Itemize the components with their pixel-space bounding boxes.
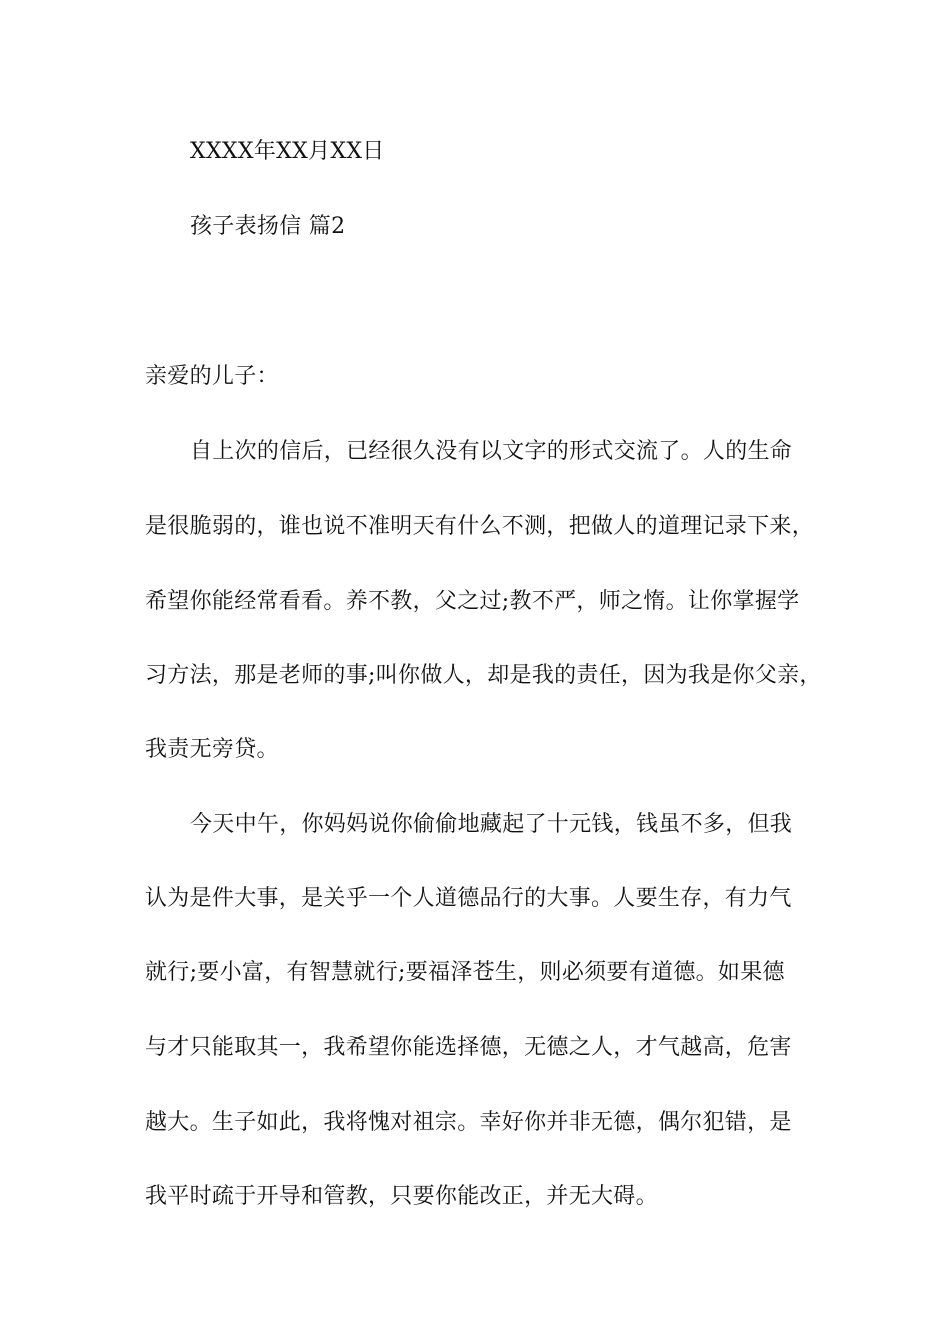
paragraph-2-line-1: 今天中午，你妈妈说你偷偷地藏起了十元钱，钱虽不多，但我	[190, 812, 793, 837]
paragraph-2-line-3: 就行;要小富，有智慧就行;要福泽苍生，则必须要有道德。如果德	[145, 960, 785, 985]
paragraph-1-line-2: 是很脆弱的，谁也说不准明天有什么不测，把做人的道理记录下来，	[145, 514, 815, 539]
paragraph-1-line-3: 希望你能经常看看。养不教，父之过;教不严，师之惰。让你掌握学	[145, 589, 800, 614]
paragraph-1-line-5: 我责无旁贷。	[145, 737, 279, 762]
paragraph-2-line-6: 我平时疏于开导和管教，只要你能改正，并无大碍。	[145, 1184, 658, 1209]
paragraph-2-line-5: 越大。生子如此，我将愧对祖宗。幸好你并非无德，偶尔犯错，是	[145, 1110, 792, 1135]
paragraph-2-line-2: 认为是件大事，是关乎一个人道德品行的大事。人要生存，有力气	[145, 886, 792, 911]
salutation: 亲爱的儿子：	[145, 364, 279, 389]
paragraph-1-line-4: 习方法，那是老师的事;叫你做人，却是我的责任，因为我是你父亲，	[145, 663, 822, 688]
letter-date: XXXX年XX月XX日	[190, 139, 385, 164]
paragraph-1-line-1: 自上次的信后，已经很久没有以文字的形式交流了。人的生命	[190, 439, 793, 464]
paragraph-2-line-4: 与才只能取其一，我希望你能选择德，无德之人，才气越高，危害	[145, 1035, 792, 1060]
section-title: 孩子表扬信 篇2	[190, 214, 346, 239]
